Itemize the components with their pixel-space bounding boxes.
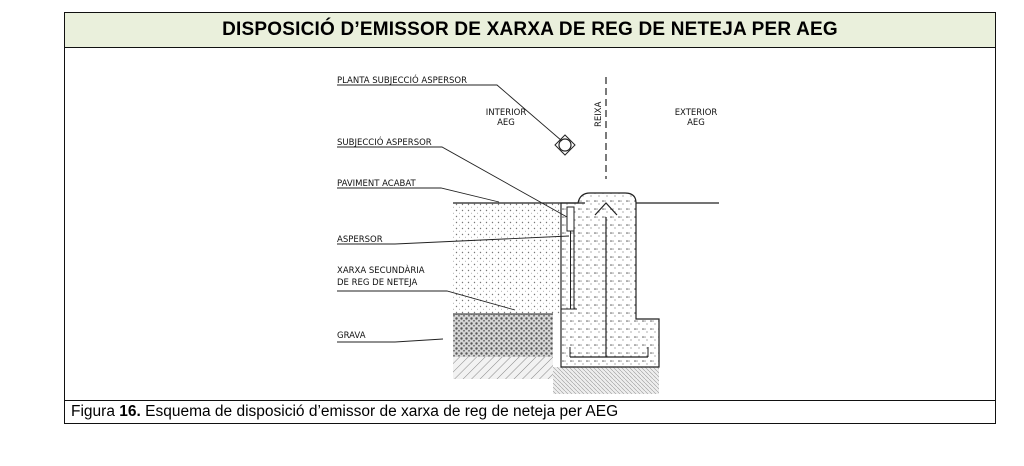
label-grava: GRAVA (337, 331, 366, 341)
figure-title: DISPOSICIÓ D’EMISSOR DE XARXA DE REG DE NETEJA PER AEG (65, 13, 995, 48)
label-planta-subjeccio: PLANTA SUBJECCIÓ ASPERSOR (337, 76, 467, 86)
label-exterior-line2: AEG (687, 118, 705, 128)
gravel-layer (453, 314, 553, 357)
label-interior-line2: AEG (497, 118, 515, 128)
figure-caption (65, 400, 995, 423)
technical-drawing (65, 47, 995, 400)
caption-prefix: Figura (71, 403, 120, 420)
label-xarxa-line2: DE REG DE NETEJA (337, 278, 418, 288)
label-aspersor: ASPERSOR (337, 235, 383, 245)
label-subjeccio-aspersor: SUBJECCIÓ ASPERSOR (337, 138, 432, 148)
caption-number: 16. (119, 403, 141, 420)
caption-text: Esquema de disposició d’emissor de xarxa de reg de neteja per AEG (140, 403, 619, 420)
label-interior-line1: INTERIOR (485, 108, 527, 118)
label-exterior-line1: EXTERIOR (674, 108, 718, 118)
label-reixa: REIXA (594, 101, 604, 127)
concrete-curb (561, 193, 659, 367)
label-paviment-acabat: PAVIMENT ACABAT (337, 179, 416, 189)
figure-frame (64, 12, 996, 424)
label-xarxa-line1: XARXA SECUNDÀRIA (337, 266, 425, 276)
